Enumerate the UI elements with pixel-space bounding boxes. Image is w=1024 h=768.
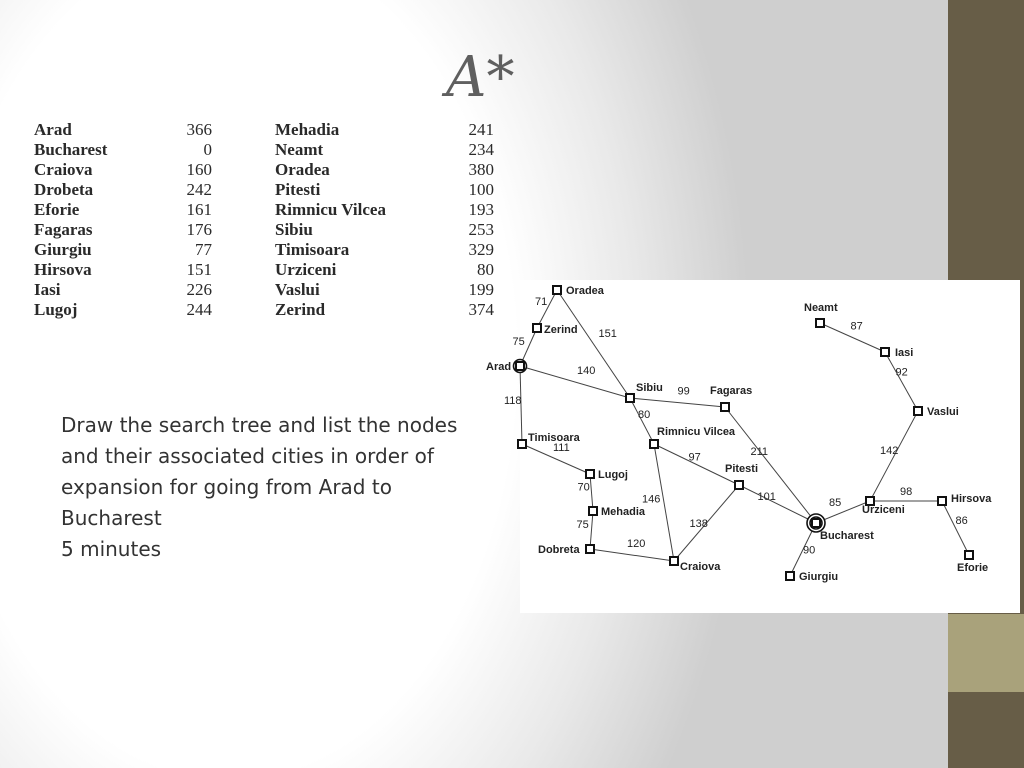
city-label-mehadia: Mehadia [601,506,646,518]
heuristic-value: 199 [468,280,494,299]
heuristic-city: Hirsova [34,260,92,279]
road-distance-label: 140 [577,365,596,377]
heuristic-value: 234 [468,140,494,159]
city-node-fagaras [721,403,729,411]
city-node-vaslui [914,407,922,415]
romania-map-graph [486,280,1020,613]
city-label-bucharest: Bucharest [820,530,874,542]
instructions-line: 5 minutes [61,537,162,561]
city-node-pitesti [735,481,743,489]
road-vaslui-iasi [885,352,918,411]
city-node-bucharest [812,519,820,527]
heuristic-value: 193 [468,200,494,219]
road-distance-label: 92 [895,366,908,379]
heuristic-value: 380 [468,160,494,179]
heuristic-value: 242 [186,180,212,199]
city-node-craiova [670,557,678,565]
road-distance-label: 90 [803,544,816,557]
heuristic-value: 176 [186,220,212,239]
road-distance-label: 101 [757,491,776,503]
heuristic-city: Eforie [34,200,80,219]
road-distance-label: 75 [576,519,589,531]
road-distance-label: 111 [553,442,570,454]
heuristic-city: Pitesti [275,180,321,199]
city-node-zerind [533,324,541,332]
heuristic-value: 366 [186,120,212,139]
slide-title: A* [446,45,515,110]
heuristic-value: 329 [468,240,494,259]
road-distance-label: 146 [642,493,661,506]
heuristic-value: 244 [186,300,212,319]
heuristic-city: Lugoj [34,300,78,319]
city-node-sibiu [626,394,634,402]
heuristic-value: 100 [468,180,494,199]
heuristic-city: Rimnicu Vilcea [275,200,386,219]
instructions-line: Draw the search tree and list the nodes [61,413,458,437]
road-pitesti-bucharest [739,485,816,523]
city-node-eforie [965,551,973,559]
city-label-neamt: Neamt [804,302,838,314]
city-label-timisoara: Timisoara [528,432,580,444]
road-lugoj-mehadia [590,474,593,511]
road-arad-sibiu [520,366,630,398]
city-label-urziceni: Urziceni [862,504,905,516]
city-label-rimnicu: Rimnicu Vilcea [657,426,736,438]
instructions-line: and their associated cities in order of [61,444,434,468]
heuristic-city: Sibiu [275,220,313,239]
road-distance-label: 70 [577,481,590,494]
city-label-giurgiu: Giurgiu [799,571,839,583]
heuristic-city: Timisoara [275,240,350,259]
heuristic-value: 161 [186,200,212,219]
city-label-dobreta: Dobreta [538,544,580,556]
city-label-craiova: Craiova [680,561,721,573]
heuristic-city: Vaslui [275,280,320,299]
road-distance-label: 120 [627,538,646,550]
heuristic-city: Bucharest [34,140,108,159]
city-label-arad: Arad [486,361,512,373]
city-label-lugoj: Lugoj [598,469,628,481]
heuristic-value: 160 [186,160,212,179]
road-sibiu-rimnicu [630,398,654,444]
city-label-vaslui: Vaslui [927,406,959,418]
road-distance-label: 71 [535,296,548,308]
romania-map [486,280,1020,613]
road-mehadia-dobreta [590,511,593,549]
road-distance-label: 118 [504,395,522,407]
road-distance-label: 75 [512,336,525,348]
road-distance-label: 142 [880,445,899,457]
heuristic-city: Oradea [275,160,330,179]
city-label-oradea: Oradea [566,285,604,297]
road-distance-label: 98 [900,486,913,498]
city-node-lugoj [586,470,594,478]
instructions-line: Bucharest [61,506,162,530]
instructions-line: expansion for going from Arad to [61,475,392,499]
road-sibiu-fagaras [630,398,725,407]
road-distance-label: 85 [829,497,842,509]
instructions-text [61,410,481,565]
city-node-neamt [816,319,824,327]
city-node-rimnicu [650,440,658,448]
city-node-dobreta [586,545,594,553]
road-oradea-sibiu [557,290,630,398]
city-node-giurgiu [786,572,794,580]
city-label-eforie: Eforie [957,562,989,574]
heuristic-value: 151 [186,260,212,279]
heuristic-value: 374 [468,300,494,319]
heuristic-city: Iasi [34,280,61,299]
city-label-iasi: Iasi [895,347,914,359]
heuristic-city: Neamt [275,140,324,159]
city-label-zerind: Zerind [544,324,578,336]
city-label-hirsova: Hirsova [951,493,992,505]
sidebar-accent-light [948,614,1024,692]
heuristic-city: Giurgiu [34,240,92,259]
road-distance-label: 97 [688,451,701,464]
road-dobreta-craiova [590,549,674,561]
road-hirsova-eforie [942,501,969,555]
road-distance-label: 99 [677,385,690,398]
road-distance-label: 86 [955,515,968,527]
city-node-iasi [881,348,889,356]
city-node-mehadia [589,507,597,515]
city-label-sibiu: Sibiu [636,382,663,394]
heuristic-city: Drobeta [34,180,94,199]
city-label-pitesti: Pitesti [725,463,759,475]
heuristic-city: Urziceni [275,260,337,279]
heuristic-city: Zerind [275,300,326,319]
road-distance-label: 138 [689,518,708,530]
heuristic-value: 77 [195,240,212,259]
heuristic-city: Craiova [34,160,93,179]
city-node-oradea [553,286,561,294]
road-distance-label: 211 [750,446,769,458]
heuristic-city: Fagaras [34,220,93,239]
heuristic-city: Arad [34,120,72,139]
city-node-hirsova [938,497,946,505]
road-distance-label: 87 [850,320,863,333]
heuristic-city: Mehadia [275,120,340,139]
road-distance-label: 151 [598,328,617,340]
city-label-fagaras: Fagaras [710,385,753,397]
heuristic-value: 80 [477,260,494,279]
city-node-timisoara [518,440,526,448]
city-node-arad [516,362,524,370]
road-distance-label: 80 [638,409,651,421]
heuristic-value: 226 [186,280,212,299]
heuristic-value: 0 [203,140,212,159]
heuristic-value: 253 [468,220,494,239]
heuristic-value: 241 [468,120,494,139]
